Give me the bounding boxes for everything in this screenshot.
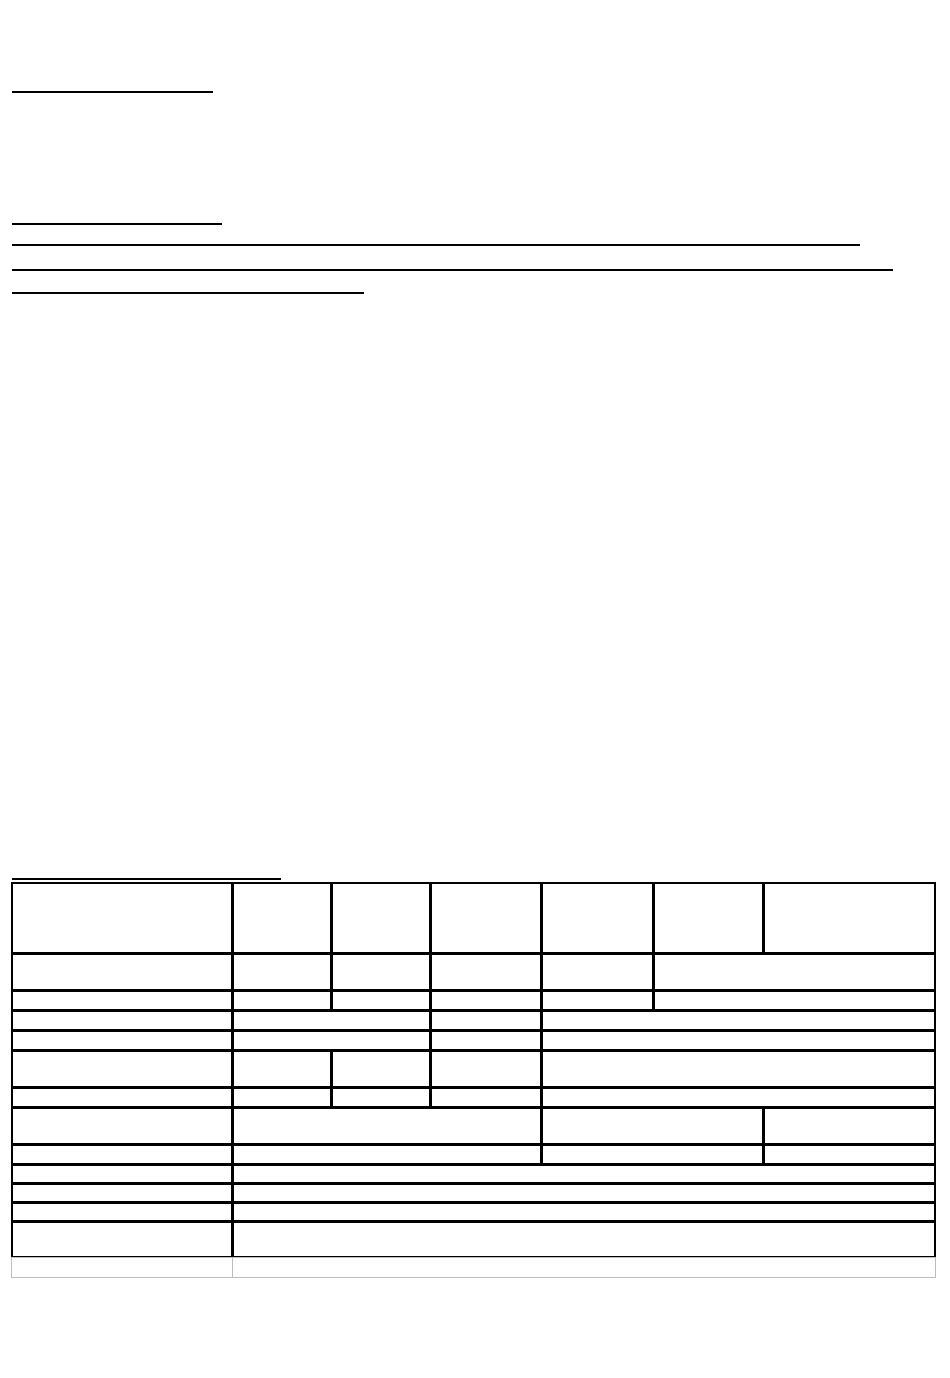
text-rule-1	[12, 244, 860, 246]
table-cell-r5-c3	[430, 1030, 542, 1051]
table-cell-text	[234, 955, 330, 961]
table-cell-r5-c2	[232, 1030, 431, 1051]
table-cell-r3-c2	[232, 990, 332, 1011]
table-cell-text	[333, 884, 429, 890]
table-cell-text	[655, 992, 934, 998]
text-rule-3	[12, 292, 364, 294]
table-cell-text	[13, 1223, 231, 1229]
table-cell-text	[234, 1204, 934, 1210]
heading-rule-1	[12, 91, 213, 93]
table-cell-r5-c4	[541, 1030, 936, 1051]
table-cell-text	[234, 1223, 934, 1229]
table-cell-text	[234, 884, 330, 890]
table-cell-text	[13, 1204, 231, 1210]
table-cell-text	[432, 1012, 540, 1018]
table-cell-text	[543, 1109, 762, 1115]
table-cell-r9-c2	[232, 1144, 542, 1165]
table-cell-text	[13, 1146, 231, 1152]
table-cell-r4-c4	[541, 1010, 936, 1031]
table-cell-r6-c3	[331, 1050, 431, 1088]
table-cell-text	[543, 1052, 934, 1058]
table-cell-r3-c1	[11, 990, 233, 1011]
table-cell-r8-c2	[232, 1107, 542, 1145]
table-cell-r7-c3	[331, 1087, 431, 1108]
table-cell-text	[13, 992, 231, 998]
table-cell-text	[765, 1146, 934, 1152]
table-cell-r2-c5	[541, 953, 654, 991]
table-cell-r1-c3	[331, 882, 431, 954]
table-cell-text	[432, 1032, 540, 1038]
table-cell-text	[234, 1185, 934, 1191]
table-cell-text	[13, 1012, 231, 1018]
table-cell-r1-c6	[653, 882, 764, 954]
table-cell-r10-c2	[232, 1164, 936, 1184]
table-cell-text	[13, 1052, 231, 1058]
table-cell-r3-c6	[653, 990, 936, 1011]
table-cell-r13-c2	[232, 1221, 936, 1258]
table-cell-r4-c3	[430, 1010, 542, 1031]
table-cell-r8-c3	[541, 1107, 764, 1145]
table-cell-r8-c4	[763, 1107, 936, 1145]
table-cell-text	[543, 1089, 934, 1095]
table-cell-text	[543, 1146, 762, 1152]
table-cell-text	[234, 1166, 934, 1172]
table-cell-r1-c1	[11, 882, 233, 954]
table-cell-r14-c2	[232, 1257, 936, 1278]
table-cell-text	[13, 1185, 231, 1191]
heading-rule-2	[12, 223, 222, 225]
table-cell-r7-c4	[430, 1087, 542, 1108]
table-cell-r3-c3	[331, 990, 431, 1011]
table-cell-r11-c2	[232, 1183, 936, 1203]
table-cell-text	[432, 955, 540, 961]
table-cell-r5-c1	[11, 1030, 233, 1051]
table-cell-text	[333, 955, 429, 961]
table-cell-r2-c3	[331, 953, 431, 991]
table-cell-text	[234, 1109, 540, 1115]
text-rule-2	[12, 269, 893, 271]
table-cell-text	[543, 992, 652, 998]
table-cell-r2-c4	[430, 953, 542, 991]
table-cell-text	[655, 884, 762, 890]
table-cell-text	[432, 884, 540, 890]
table-cell-text	[543, 1032, 934, 1038]
table-cell-text	[234, 1012, 429, 1018]
table-cell-text	[234, 1089, 330, 1095]
table-cell-text	[333, 1052, 429, 1058]
table-cell-r1-c7	[763, 882, 936, 954]
table-cell-text	[543, 884, 652, 890]
table-cell-text	[13, 955, 231, 961]
table-cell-text	[333, 1089, 429, 1095]
table-cell-text	[13, 884, 231, 890]
table-cell-r3-c4	[430, 990, 542, 1011]
table-cell-text	[333, 992, 429, 998]
table-cell-text	[432, 1052, 540, 1058]
table-cell-r13-c1	[11, 1221, 233, 1258]
table-cell-r1-c5	[541, 882, 654, 954]
table-cell-text	[12, 1258, 232, 1264]
table-cell-text	[432, 992, 540, 998]
table-cell-text	[13, 1032, 231, 1038]
table-cell-r12-c1	[11, 1202, 233, 1222]
table-cell-r11-c1	[11, 1183, 233, 1203]
table-cell-r12-c2	[232, 1202, 936, 1222]
data-table	[11, 882, 936, 1278]
table-cell-r7-c1	[11, 1087, 233, 1108]
table-cell-r2-c1	[11, 953, 233, 991]
table-cell-text	[13, 1109, 231, 1115]
table-cell-r6-c1	[11, 1050, 233, 1088]
table-cell-text	[233, 1258, 935, 1264]
table-cell-r9-c1	[11, 1144, 233, 1165]
table-cell-r6-c4	[430, 1050, 542, 1088]
table-cell-text	[234, 1032, 429, 1038]
table-cell-r2-c6	[653, 953, 936, 991]
table-cell-text	[765, 884, 934, 890]
table-cell-text	[13, 1166, 231, 1172]
table-cell-r14-c1	[11, 1257, 233, 1278]
table-cell-text	[234, 1052, 330, 1058]
table-cell-r10-c1	[11, 1164, 233, 1184]
table-cell-text	[765, 1109, 934, 1115]
table-cell-r8-c1	[11, 1107, 233, 1145]
table-cell-r7-c5	[541, 1087, 936, 1108]
table-cell-r3-c5	[541, 990, 654, 1011]
table-cell-text	[13, 1089, 231, 1095]
table-cell-text	[234, 992, 330, 998]
table-cell-r4-c2	[232, 1010, 431, 1031]
table-cell-text	[432, 1089, 540, 1095]
table-cell-text	[543, 955, 652, 961]
table-cell-text	[655, 955, 934, 961]
table-heading-rule	[12, 878, 281, 880]
table-cell-r1-c4	[430, 882, 542, 954]
table-cell-r4-c1	[11, 1010, 233, 1031]
table-cell-text	[543, 1012, 934, 1018]
table-cell-r9-c4	[763, 1144, 936, 1165]
table-cell-r2-c2	[232, 953, 332, 991]
table-cell-r9-c3	[541, 1144, 764, 1165]
table-cell-r1-c2	[232, 882, 332, 954]
table-cell-r6-c2	[232, 1050, 332, 1088]
table-cell-r6-c5	[541, 1050, 936, 1088]
table-cell-r7-c2	[232, 1087, 332, 1108]
table-cell-text	[234, 1146, 540, 1152]
